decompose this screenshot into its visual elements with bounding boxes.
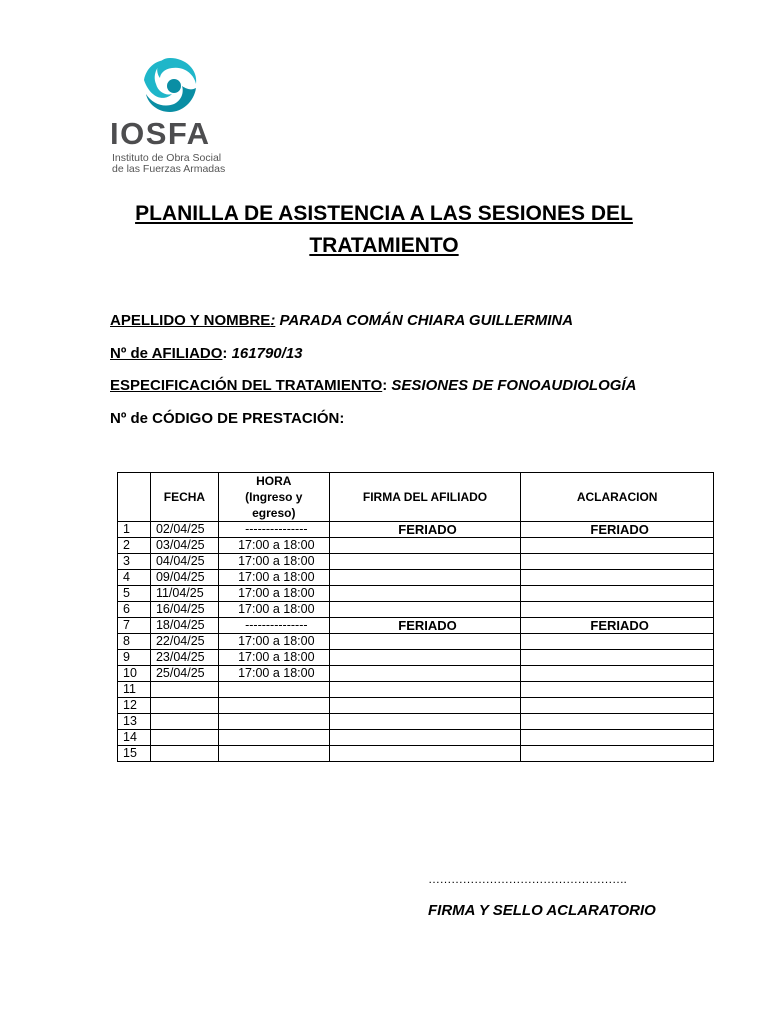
- cell-hora: 17:00 a 18:00: [218, 602, 329, 618]
- cell-firma: [329, 698, 521, 714]
- field-afiliado-sep: :: [222, 345, 228, 362]
- cell-firma: [329, 666, 521, 682]
- title-line1: PLANILLA DE ASISTENCIA A LAS SESIONES DEL: [135, 202, 633, 225]
- attendance-table: [117, 472, 714, 762]
- cell-firma: [329, 650, 521, 666]
- table-row: [118, 682, 714, 698]
- cell-hora: 17:00 a 18:00: [218, 538, 329, 554]
- cell-firma: FERIADO: [329, 522, 521, 538]
- cell-fecha: 18/04/25: [150, 618, 218, 634]
- field-codigo-label: Nº de CÓDIGO DE PRESTACIÓN:: [110, 410, 345, 427]
- cell-num: 12: [118, 698, 151, 714]
- cell-fecha: [150, 730, 218, 746]
- cell-hora: ---------------: [218, 522, 329, 538]
- table-row: [118, 602, 714, 618]
- cell-hora: [218, 682, 329, 698]
- cell-aclaracion: [521, 730, 714, 746]
- cell-aclaracion: [521, 698, 714, 714]
- field-tratamiento: [110, 377, 636, 394]
- table-header-row: [118, 473, 714, 522]
- cell-fecha: 09/04/25: [150, 570, 218, 586]
- cell-firma: [329, 714, 521, 730]
- signature-line: …………………………………………….: [428, 872, 627, 886]
- cell-hora: 17:00 a 18:00: [218, 650, 329, 666]
- cell-firma: FERIADO: [329, 618, 521, 634]
- cell-firma: [329, 538, 521, 554]
- cell-fecha: 11/04/25: [150, 586, 218, 602]
- logo-subtitle: [112, 153, 225, 175]
- cell-aclaracion: [521, 650, 714, 666]
- table-row: [118, 586, 714, 602]
- cell-hora: 17:00 a 18:00: [218, 570, 329, 586]
- cell-firma: [329, 586, 521, 602]
- cell-num: 1: [118, 522, 151, 538]
- cell-firma: [329, 746, 521, 762]
- cell-num: 8: [118, 634, 151, 650]
- cell-aclaracion: [521, 554, 714, 570]
- header-num: [118, 473, 151, 522]
- cell-hora: 17:00 a 18:00: [218, 586, 329, 602]
- cell-aclaracion: [521, 682, 714, 698]
- cell-num: 6: [118, 602, 151, 618]
- table-row: [118, 634, 714, 650]
- table-row: [118, 570, 714, 586]
- cell-num: 9: [118, 650, 151, 666]
- cell-fecha: [150, 698, 218, 714]
- header-hora: [218, 473, 329, 522]
- header-fecha: FECHA: [150, 473, 218, 522]
- cell-hora: 17:00 a 18:00: [218, 554, 329, 570]
- table-row: [118, 714, 714, 730]
- cell-fecha: 23/04/25: [150, 650, 218, 666]
- table-row: [118, 730, 714, 746]
- signature-label: FIRMA Y SELLO ACLARATORIO: [428, 902, 656, 919]
- cell-num: 2: [118, 538, 151, 554]
- table-row: [118, 618, 714, 634]
- logo-subtitle-line1: Instituto de Obra Social: [112, 152, 222, 164]
- cell-aclaracion: [521, 714, 714, 730]
- cell-num: 3: [118, 554, 151, 570]
- field-tratamiento-value: SESIONES DE FONOAUDIOLOGÍA: [391, 377, 637, 394]
- cell-fecha: 22/04/25: [150, 634, 218, 650]
- field-tratamiento-label: ESPECIFICACIÓN DEL TRATAMIENTO: [110, 377, 383, 394]
- table-row: [118, 538, 714, 554]
- cell-aclaracion: [521, 570, 714, 586]
- table-row: [118, 746, 714, 762]
- cell-fecha: 16/04/25: [150, 602, 218, 618]
- cell-num: 11: [118, 682, 151, 698]
- cell-num: 13: [118, 714, 151, 730]
- table-row: [118, 698, 714, 714]
- header-firma: FIRMA DEL AFILIADO: [329, 473, 521, 522]
- cell-aclaracion: [521, 586, 714, 602]
- cell-fecha: [150, 682, 218, 698]
- cell-firma: [329, 554, 521, 570]
- cell-num: 14: [118, 730, 151, 746]
- cell-hora: 17:00 a 18:00: [218, 634, 329, 650]
- field-afiliado: [110, 345, 303, 362]
- cell-hora: [218, 746, 329, 762]
- logo-subtitle-line2: de las Fuerzas Armadas: [112, 163, 226, 175]
- field-nombre-value: PARADA COMÁN CHIARA GUILLERMINA: [279, 312, 574, 329]
- cell-hora: [218, 698, 329, 714]
- field-afiliado-label: Nº de AFILIADO: [110, 345, 223, 362]
- cell-fecha: [150, 746, 218, 762]
- header-aclaracion: ACLARACION: [521, 473, 714, 522]
- cell-aclaracion: FERIADO: [521, 618, 714, 634]
- cell-num: 4: [118, 570, 151, 586]
- cell-fecha: 25/04/25: [150, 666, 218, 682]
- header-hora-line3: egreso): [252, 506, 296, 520]
- cell-hora: 17:00 a 18:00: [218, 666, 329, 682]
- table-row: [118, 554, 714, 570]
- field-nombre: [110, 312, 573, 329]
- cell-aclaracion: [521, 634, 714, 650]
- cell-aclaracion: [521, 538, 714, 554]
- cell-firma: [329, 602, 521, 618]
- field-tratamiento-sep: :: [382, 377, 388, 394]
- field-codigo: [110, 410, 344, 427]
- logo-wordmark: IOSFA: [110, 116, 211, 151]
- field-nombre-sep: :: [270, 312, 276, 329]
- cell-aclaracion: FERIADO: [521, 522, 714, 538]
- cell-aclaracion: [521, 602, 714, 618]
- table-row: [118, 666, 714, 682]
- title-line2: TRATAMIENTO: [309, 234, 459, 257]
- table-row: [118, 650, 714, 666]
- iosfa-logo: [108, 52, 238, 177]
- table-row: [118, 522, 714, 538]
- cell-hora: [218, 730, 329, 746]
- cell-firma: [329, 682, 521, 698]
- field-nombre-label: APELLIDO Y NOMBRE: [110, 312, 271, 329]
- field-afiliado-value: 161790/13: [231, 345, 303, 362]
- iosfa-emblem-icon: [138, 54, 202, 116]
- cell-fecha: 03/04/25: [150, 538, 218, 554]
- cell-num: 5: [118, 586, 151, 602]
- cell-hora: [218, 714, 329, 730]
- cell-hora: ---------------: [218, 618, 329, 634]
- cell-aclaracion: [521, 746, 714, 762]
- cell-aclaracion: [521, 666, 714, 682]
- header-hora-line2: (Ingreso y: [245, 490, 303, 504]
- cell-num: 15: [118, 746, 151, 762]
- header-hora-line1: HORA: [256, 474, 292, 488]
- cell-firma: [329, 730, 521, 746]
- cell-fecha: [150, 714, 218, 730]
- cell-firma: [329, 570, 521, 586]
- cell-num: 7: [118, 618, 151, 634]
- cell-firma: [329, 634, 521, 650]
- cell-fecha: 04/04/25: [150, 554, 218, 570]
- cell-num: 10: [118, 666, 151, 682]
- document-title: [0, 198, 768, 262]
- cell-fecha: 02/04/25: [150, 522, 218, 538]
